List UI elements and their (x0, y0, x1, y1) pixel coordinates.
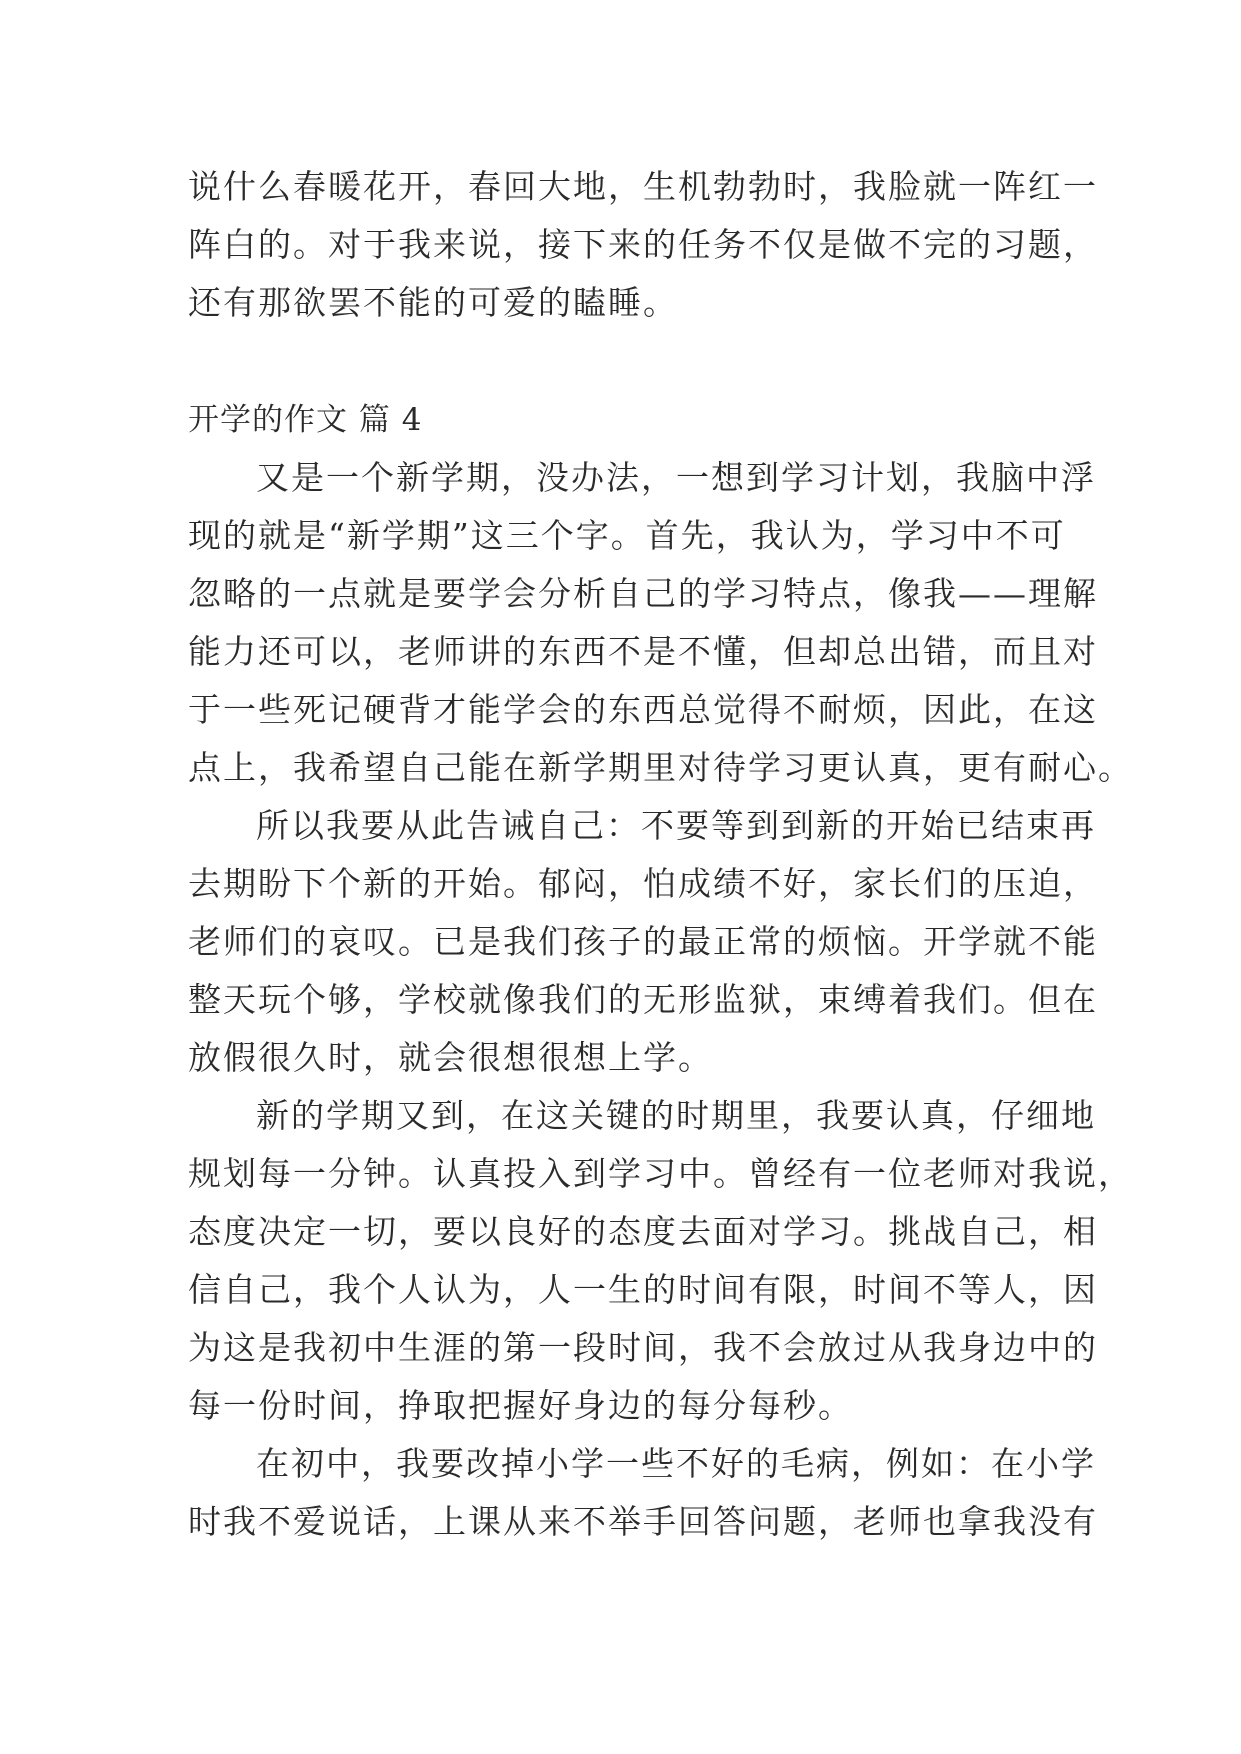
text-line: 阵白的。对于我来说，接下来的任务不仅是做不完的习题， (188, 225, 1098, 264)
text-line: 能力还可以，老师讲的东西不是不懂，但却总出错，而且对 (188, 632, 1098, 671)
text-line: 新的学期又到，在这关键的时期里，我要认真，仔细地 (256, 1096, 1096, 1135)
text-line: 老师们的哀叹。已是我们孩子的最正常的烦恼。开学就不能 (188, 922, 1098, 961)
text-line: 每一份时间，挣取把握好身边的每分每秒。 (188, 1386, 853, 1425)
text-line: 态度决定一切，要以良好的态度去面对学习。挑战自己，相 (188, 1212, 1098, 1251)
previous-essay-ending (188, 158, 1098, 332)
text-line: 规划每一分钟。认真投入到学习中。曾经有一位老师对我说， (188, 1154, 1133, 1193)
text-line: 忽略的一点就是要学会分析自己的学习特点，像我——理解 (188, 574, 1098, 613)
text-line: 点上，我希望自己能在新学期里对待学习更认真，更有耐心。 (188, 748, 1133, 787)
text-line: 去期盼下个新的开始。郁闷，怕成绩不好，家长们的压迫， (188, 864, 1098, 903)
paragraph-2 (188, 797, 1098, 1087)
paragraph-3 (188, 1087, 1133, 1435)
text-line: 说什么春暖花开，春回大地，生机勃勃时，我脸就一阵红一 (188, 167, 1098, 206)
text-line: 现的就是“新学期”这三个字。首先，我认为，学习中不可 (188, 516, 1066, 555)
text-line: 为这是我初中生涯的第一段时间，我不会放过从我身边中的 (188, 1328, 1098, 1367)
text-line: 还有那欲罢不能的可爱的瞌睡。 (188, 283, 678, 322)
text-line: 所以我要从此告诫自己：不要等到到新的开始已结束再 (256, 806, 1096, 845)
text-line: 放假很久时，就会很想很想上学。 (188, 1038, 713, 1077)
text-line: 于一些死记硬背才能学会的东西总觉得不耐烦，因此，在这 (188, 690, 1098, 729)
text-line: 在初中，我要改掉小学一些不好的毛病，例如：在小学 (256, 1444, 1096, 1483)
text-line: 又是一个新学期，没办法，一想到学习计划，我脑中浮 (256, 458, 1096, 497)
essay-section (188, 391, 1133, 1551)
text-line: 信自己，我个人认为，人一生的时间有限，时间不等人，因 (188, 1270, 1098, 1309)
paragraph-4 (188, 1435, 1098, 1551)
text-line: 整天玩个够，学校就像我们的无形监狱，束缚着我们。但在 (188, 980, 1098, 1019)
text-line: 时我不爱说话，上课从来不举手回答问题，老师也拿我没有 (188, 1502, 1098, 1541)
paragraph-1 (188, 449, 1133, 797)
essay-title: 开学的作文 篇 4 (188, 402, 423, 438)
